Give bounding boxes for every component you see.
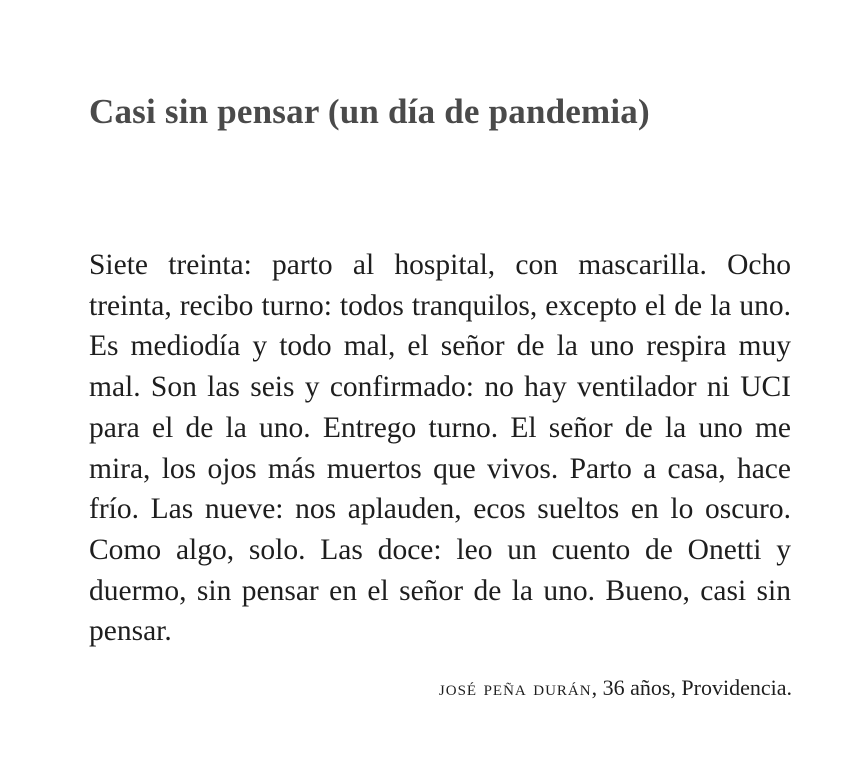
story-body: Siete treinta: parto al hospital, con mascarilla. Ocho treinta, recibo turno: todos tranquilos, excepto el de la uno. Es mediodía y todo mal, el señor de la uno respira muy mal. Son las seis y confirmado: no hay ventilador ni UCI para el de la uno. Entrego turno. El señor de la uno me mira, los ojos más muertos que vivos. Parto a casa, hace frío. Las nueve: nos aplauden, ecos sueltos en lo oscuro. Como algo, solo. Las doce: leo un cuento de Onetti y duermo, sin pensar en el señor de la uno. Bueno, casi sin pensar. <box>89 249 791 648</box>
story-title: Casi sin pensar (un día de pandemia) <box>89 92 650 131</box>
author-byline <box>439 675 792 701</box>
author-details: , 36 años, Providencia. <box>591 675 792 700</box>
author-name: josé peña durán <box>438 675 592 700</box>
